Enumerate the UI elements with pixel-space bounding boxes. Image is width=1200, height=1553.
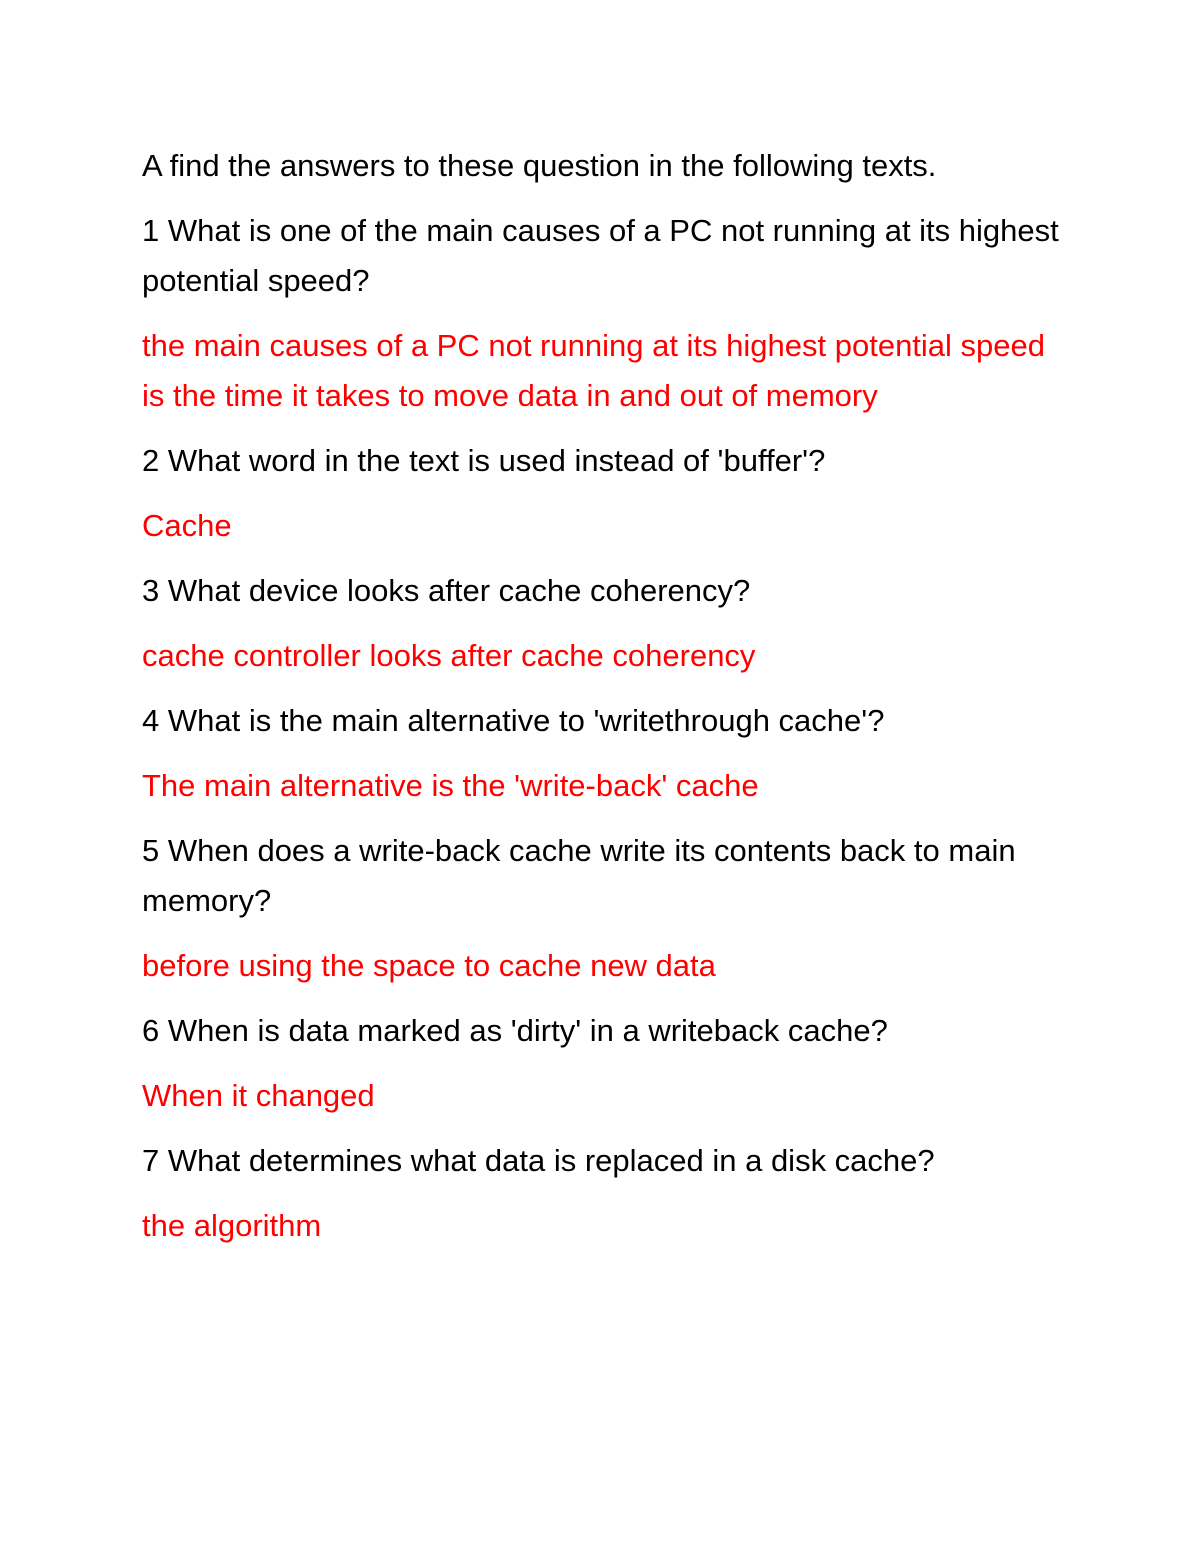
question-5: 5 When does a write-back cache write its contents back to main memory?	[142, 833, 1016, 918]
question-7: 7 What determines what data is replaced in a disk cache?	[142, 1143, 935, 1178]
answer-5: before using the space to cache new data	[142, 948, 716, 983]
answer-3: cache controller looks after cache coherency	[142, 638, 756, 673]
answer-6: When it changed	[142, 1078, 375, 1113]
question-1: 1 What is one of the main causes of a PC not running at its highest potential speed?	[142, 213, 1059, 298]
question-6: 6 When is data marked as 'dirty' in a writeback cache?	[142, 1013, 888, 1048]
answer-2: Cache	[142, 508, 232, 543]
answer-4: The main alternative is the 'write-back' cache	[142, 768, 759, 803]
answer-1: the main causes of a PC not running at its highest potential speed is the time it takes to move data in and out of memory	[142, 328, 1046, 413]
document-page	[142, 141, 1072, 1266]
question-3: 3 What device looks after cache coherency?	[142, 573, 751, 608]
answer-7: the algorithm	[142, 1208, 322, 1243]
question-4: 4 What is the main alternative to 'writethrough cache'?	[142, 703, 885, 738]
question-2: 2 What word in the text is used instead of 'buffer'?	[142, 443, 826, 478]
intro-text: A find the answers to these question in the following texts.	[142, 148, 937, 183]
